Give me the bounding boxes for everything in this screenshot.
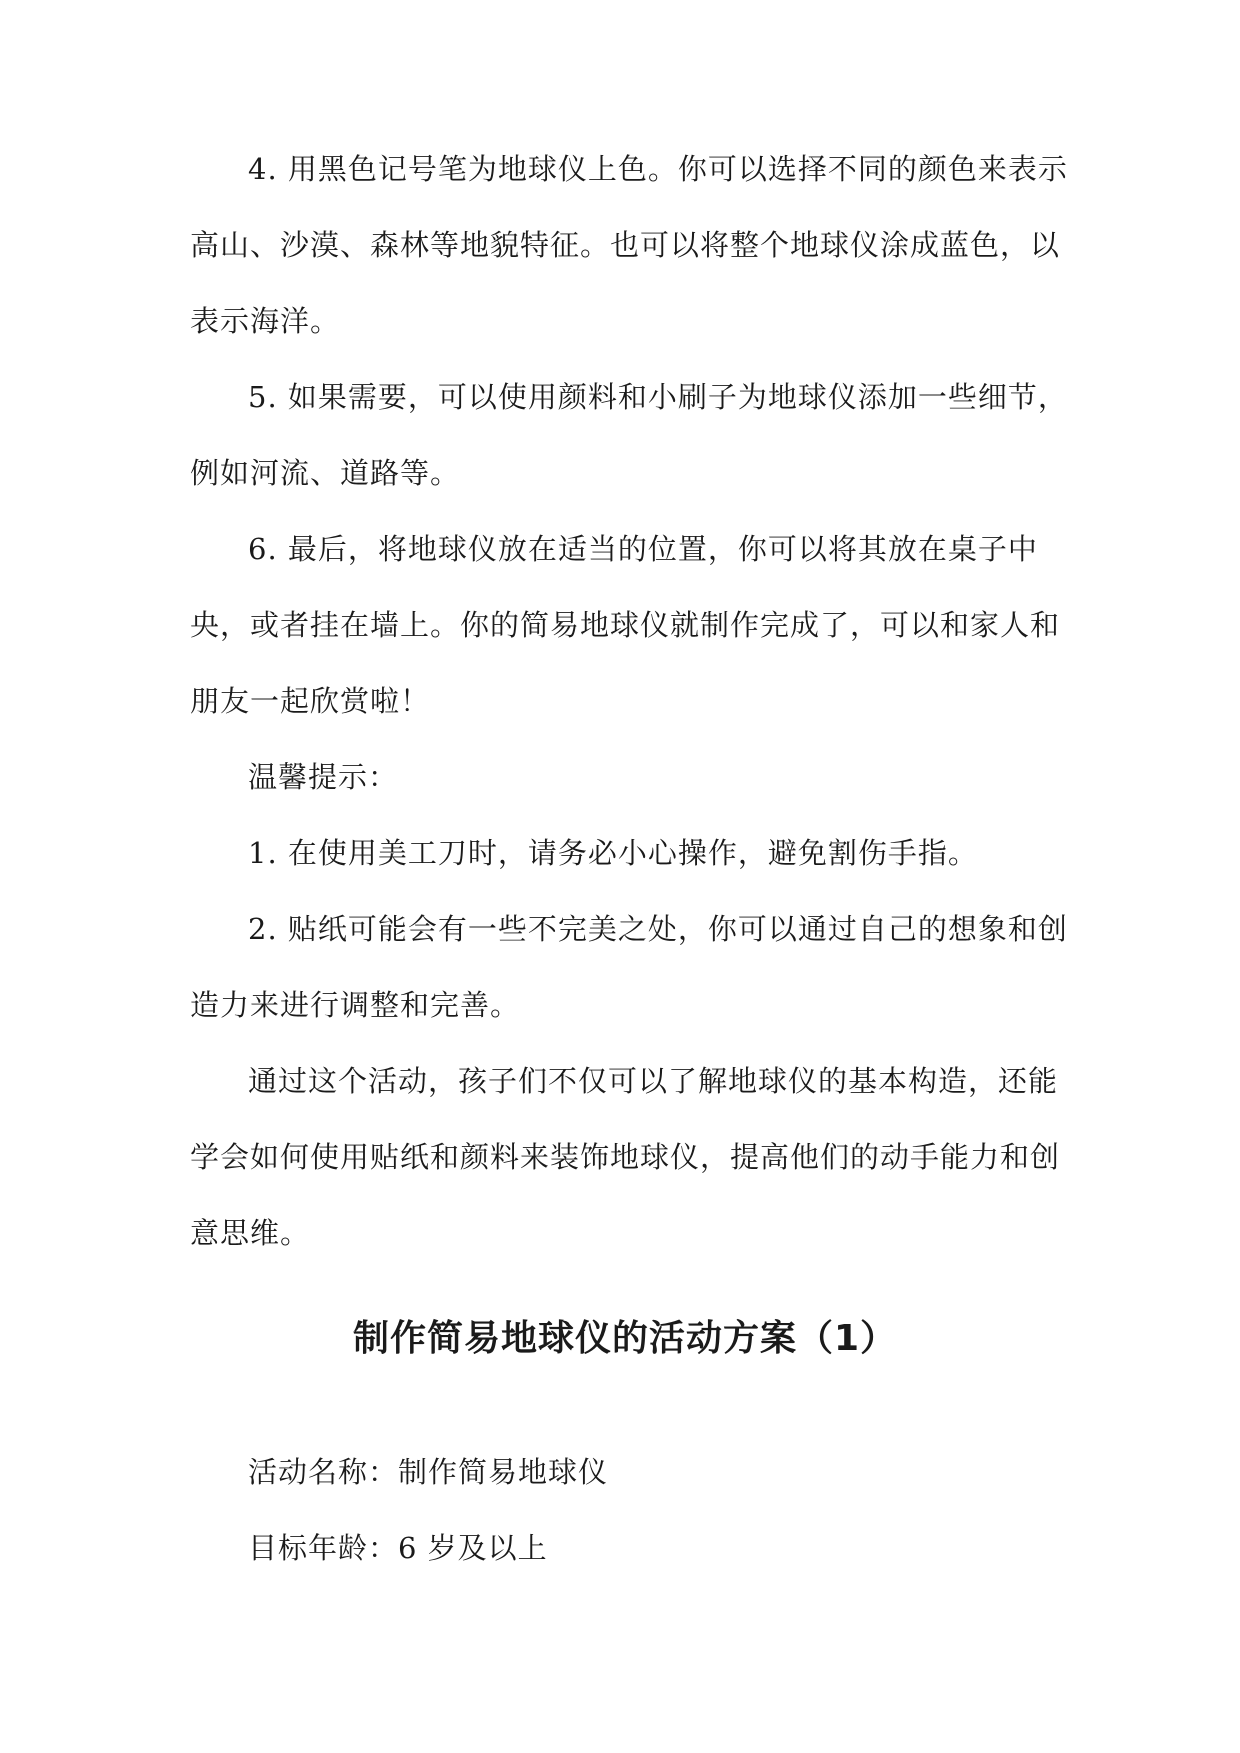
text-line: 活动名称：制作简易地球仪: [248, 1455, 609, 1489]
text-line: 央，或者挂在墙上。你的简易地球仪就制作完成了，可以和家人和: [190, 608, 1061, 642]
text-line: 朋友一起欣赏啦！: [190, 684, 431, 718]
target-age: [190, 1510, 1060, 1586]
activity-name: [190, 1434, 1060, 1510]
text-line: 6. 最后，将地球仪放在适当的位置，你可以将其放在桌子中: [248, 532, 1038, 566]
paragraph-conclusion: [190, 1043, 1060, 1271]
paragraph-step-4: [190, 131, 1068, 359]
text-line: 4. 用黑色记号笔为地球仪上色。你可以选择不同的颜色来表示: [248, 152, 1068, 186]
text-line: 例如河流、道路等。: [190, 456, 461, 490]
section-title: 制作简易地球仪的活动方案（1）: [352, 1318, 898, 1359]
text-line: 表示海洋。: [190, 304, 341, 338]
text-line: 通过这个活动，孩子们不仅可以了解地球仪的基本构造，还能: [248, 1064, 1059, 1098]
paragraph-step-5: [190, 359, 1068, 511]
tip-2: [190, 891, 1068, 1043]
text-line: 2. 贴纸可能会有一些不完美之处，你可以通过自己的想象和创: [248, 912, 1068, 946]
tips-heading: [190, 739, 1060, 815]
tip-1: [190, 815, 1060, 891]
text-line: 意思维。: [190, 1216, 311, 1250]
text-line: 温馨提示：: [248, 760, 399, 794]
paragraph-step-6: [190, 511, 1060, 739]
text-line: 5. 如果需要，可以使用颜料和小刷子为地球仪添加一些细节，: [248, 380, 1068, 414]
text-line: 目标年龄：6 岁及以上: [248, 1531, 548, 1565]
text-line: 造力来进行调整和完善。: [190, 988, 521, 1022]
text-line: 学会如何使用贴纸和颜料来装饰地球仪，提高他们的动手能力和创: [190, 1140, 1061, 1174]
text-line: 1. 在使用美工刀时，请务必小心操作，避免割伤手指。: [248, 836, 978, 870]
text-line: 高山、沙漠、森林等地貌特征。也可以将整个地球仪涂成蓝色，以: [190, 228, 1061, 262]
